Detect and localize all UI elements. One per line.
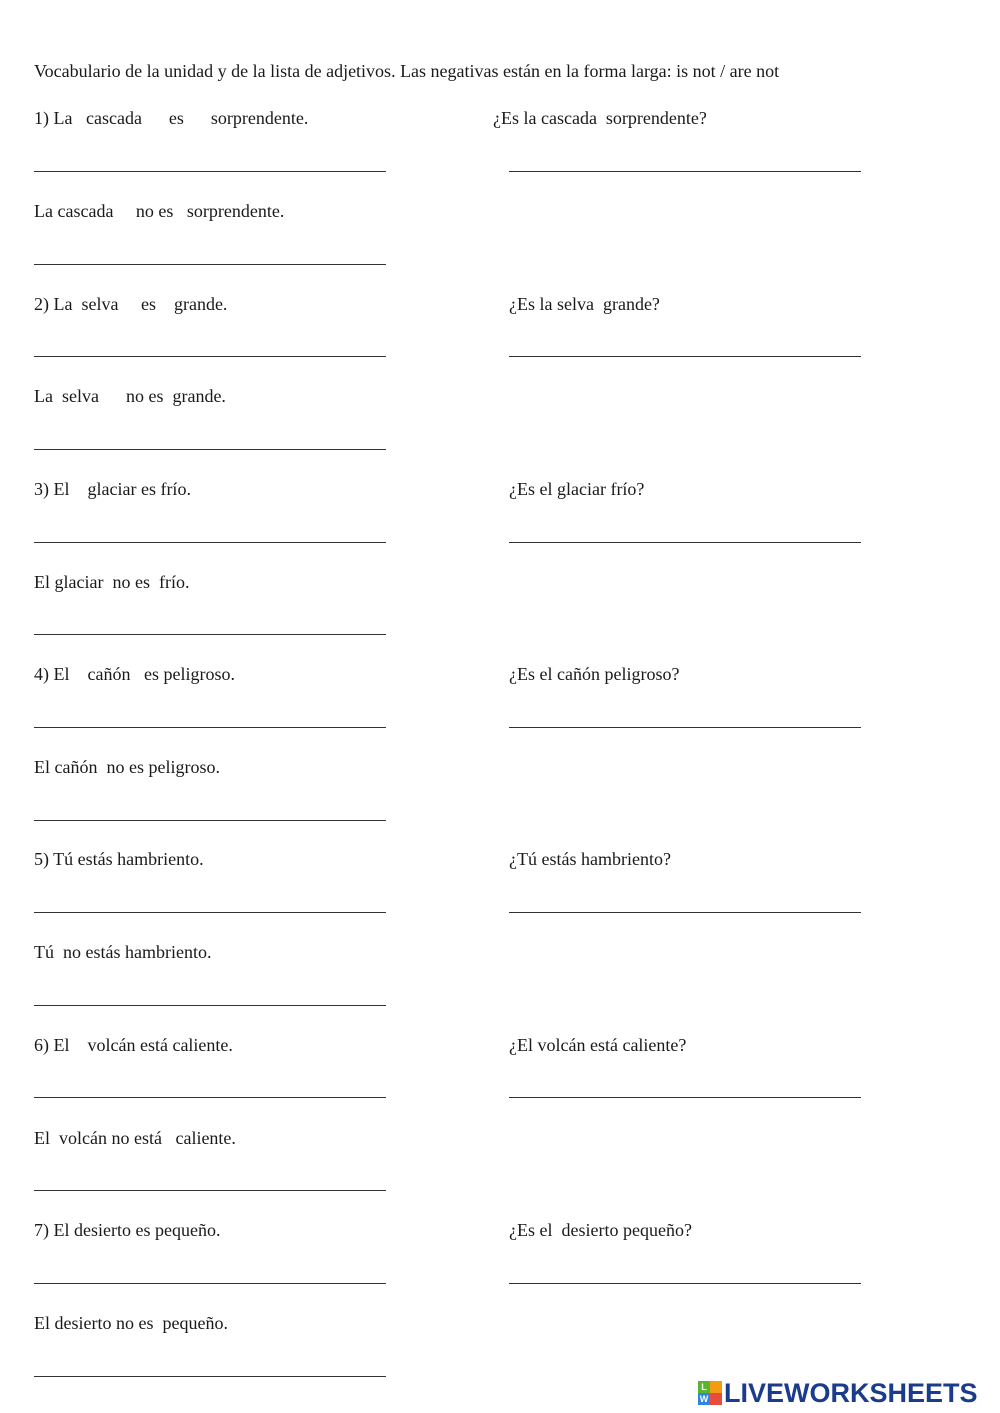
- item-1-answer-blank-3[interactable]: [34, 264, 386, 265]
- item-1-answer-blank-1[interactable]: [34, 171, 386, 172]
- item-7-answer-blank-2[interactable]: [509, 1283, 861, 1284]
- item-2-answer-blank-1[interactable]: [34, 356, 386, 357]
- item-4-statement: 4) El cañón es peligroso.: [34, 664, 235, 684]
- item-2-answer-blank-3[interactable]: [34, 449, 386, 450]
- item-2-negative: La selva no es grande.: [34, 386, 226, 406]
- item-4-question: ¿Es el cañón peligroso?: [509, 664, 680, 684]
- item-7-statement: 7) El desierto es pequeño.: [34, 1220, 221, 1240]
- item-3-answer-blank-2[interactable]: [509, 542, 861, 543]
- liveworksheets-logo-text: LIVEWORKSHEETS: [724, 1377, 978, 1408]
- item-3-statement: 3) El glaciar es frío.: [34, 479, 191, 499]
- item-6-statement: 6) El volcán está caliente.: [34, 1035, 233, 1055]
- item-3-answer-blank-3[interactable]: [34, 634, 386, 635]
- item-7-question: ¿Es el desierto pequeño?: [509, 1220, 692, 1240]
- item-1-negative: La cascada no es sorprendente.: [34, 201, 285, 221]
- item-6-answer-blank-2[interactable]: [509, 1097, 861, 1098]
- item-3-answer-blank-1[interactable]: [34, 542, 386, 543]
- item-2-question: ¿Es la selva grande?: [509, 294, 660, 314]
- instructions: Vocabulario de la unidad y de la lista de adjetivos. Las negativas están en la forma larga: is not / are not: [34, 61, 780, 81]
- logo-square-green: L: [698, 1381, 710, 1393]
- liveworksheets-logo-icon: [698, 1381, 722, 1405]
- item-6-negative: El volcán no está caliente.: [34, 1128, 236, 1148]
- item-5-answer-blank-2[interactable]: [509, 912, 861, 913]
- logo-square-orange: [710, 1381, 722, 1393]
- item-2-answer-blank-2[interactable]: [509, 356, 861, 357]
- item-3-question: ¿Es el glaciar frío?: [509, 479, 645, 499]
- item-6-answer-blank-1[interactable]: [34, 1097, 386, 1098]
- logo-square-blue: W: [699, 1394, 709, 1404]
- item-7-answer-blank-3[interactable]: [34, 1376, 386, 1377]
- logo-square-red: [710, 1393, 722, 1405]
- item-5-statement: 5) Tú estás hambriento.: [34, 849, 204, 869]
- item-3-negative: El glaciar no es frío.: [34, 572, 190, 592]
- item-6-answer-blank-3[interactable]: [34, 1190, 386, 1191]
- item-4-negative: El cañón no es peligroso.: [34, 757, 220, 777]
- item-4-answer-blank-2[interactable]: [509, 727, 861, 728]
- liveworksheets-logo: [698, 1378, 978, 1408]
- item-7-answer-blank-1[interactable]: [34, 1283, 386, 1284]
- item-1-statement: 1) La cascada es sorprendente.: [34, 108, 309, 128]
- item-5-question: ¿Tú estás hambriento?: [509, 849, 671, 869]
- item-5-negative: Tú no estás hambriento.: [34, 942, 212, 962]
- item-2-statement: 2) La selva es grande.: [34, 294, 228, 314]
- item-4-answer-blank-1[interactable]: [34, 727, 386, 728]
- item-5-answer-blank-1[interactable]: [34, 912, 386, 913]
- item-5-answer-blank-3[interactable]: [34, 1005, 386, 1006]
- item-6-question: ¿El volcán está caliente?: [509, 1035, 687, 1055]
- item-7-negative: El desierto no es pequeño.: [34, 1313, 228, 1333]
- item-4-answer-blank-3[interactable]: [34, 820, 386, 821]
- item-1-question: ¿Es la cascada sorprendente?: [493, 108, 707, 128]
- item-1-answer-blank-2[interactable]: [509, 171, 861, 172]
